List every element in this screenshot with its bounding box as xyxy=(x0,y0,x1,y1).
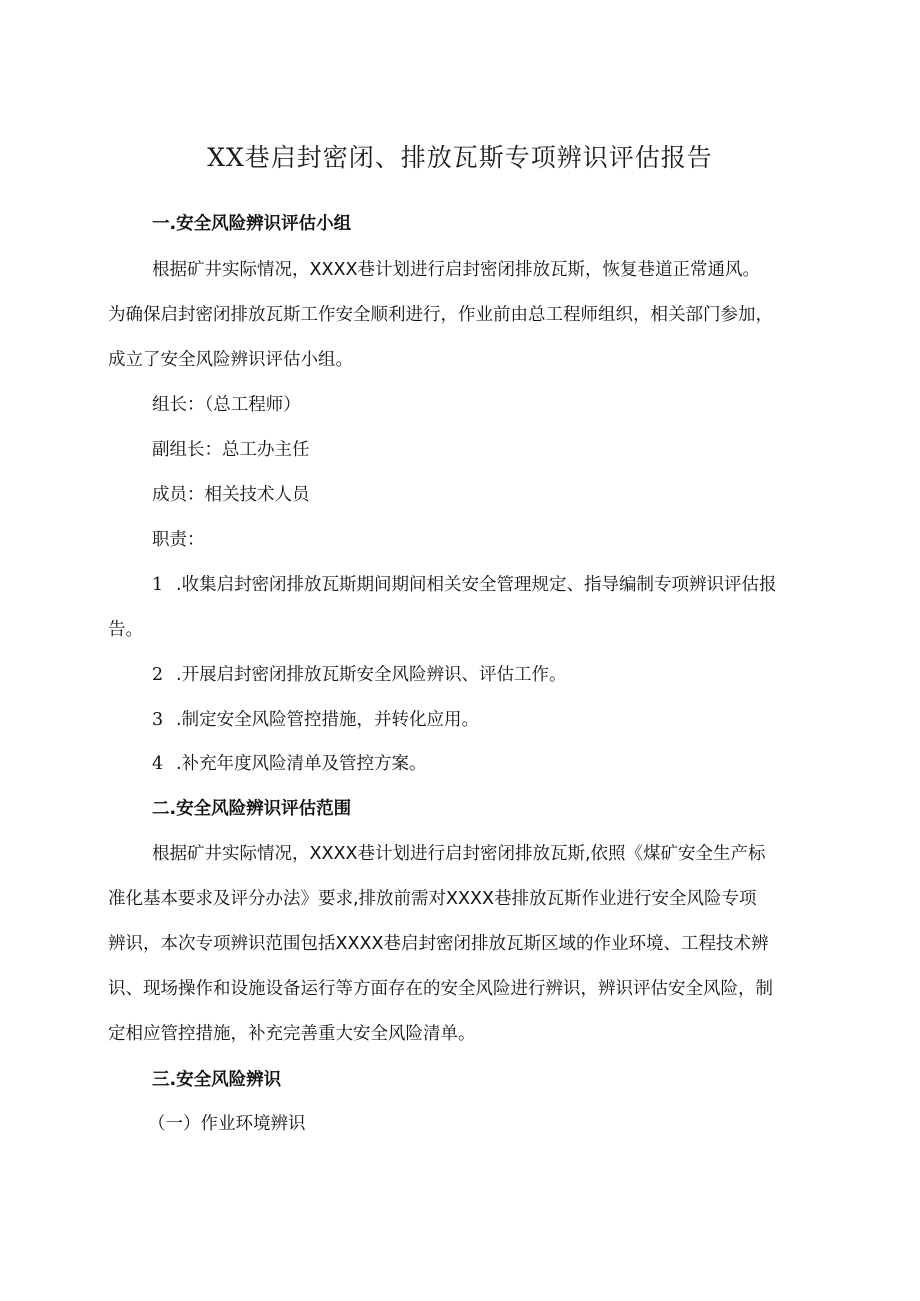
member-deputy-leader: 副组长：总工办主任 xyxy=(152,440,310,460)
section-1-heading: 一.安全风险辨识评估小组 xyxy=(152,214,352,234)
duty-item-3 xyxy=(152,708,479,732)
member-staff: 成员：相关技术人员 xyxy=(152,485,310,505)
duty-number: 1 xyxy=(152,575,164,595)
section-2-para-line-2: 准化基本要求及评分办法》要求,排放前需对XXXX巷排放瓦斯作业进行安全风险专项 xyxy=(108,889,757,909)
section-1-para-line-3: 成立了安全风险辨识评估小组。 xyxy=(108,350,353,370)
duty-item-1-continued: 告。 xyxy=(108,620,143,640)
section-2-para-line-4: 识、现场操作和设施设备运行等方面存在的安全风险进行辨识，辨识评估安全风险，制 xyxy=(108,979,773,999)
section-2-para-line-5: 定相应管控措施，补充完善重大安全风险清单。 xyxy=(108,1024,476,1044)
duty-text: .制定安全风险管控措施，并转化应用。 xyxy=(176,710,480,730)
section-3-heading: 三.安全风险辨识 xyxy=(152,1070,282,1090)
document-title: XX巷启封密闭、排放瓦斯专项辨识评估报告 xyxy=(207,143,713,172)
duty-item-2 xyxy=(152,663,567,687)
section-2-heading: 二.安全风险辨识评估范围 xyxy=(152,799,352,819)
member-leader: 组长：（总工程师） xyxy=(152,395,301,415)
section-1-para-line-1: 根据矿井实际情况，XXXX巷计划进行启封密闭排放瓦斯，恢复巷道正常通风。 xyxy=(152,260,760,280)
duty-number: 2 xyxy=(152,665,164,685)
duties-label: 职责： xyxy=(152,530,205,550)
section-2-para-line-1: 根据矿井实际情况，XXXX巷计划进行启封密闭排放瓦斯,依照《煤矿安全生产标 xyxy=(152,844,766,864)
duty-text: .开展启封密闭排放瓦斯安全风险辨识、评估工作。 xyxy=(176,665,567,685)
duty-item-1 xyxy=(152,573,777,597)
section-2-para-line-3: 辨识，本次专项辨识范围包括XXXX巷启封密闭排放瓦斯区域的作业环境、工程技术辨 xyxy=(108,934,769,954)
section-1-para-line-2: 为确保启封密闭排放瓦斯工作安全顺利进行，作业前由总工程师组织，相关部门参加， xyxy=(108,305,773,325)
duty-text: .收集启封密闭排放瓦斯期间期间相关安全管理规定、指导编制专项辨识评估报 xyxy=(176,575,777,595)
duty-text: .补充年度风险清单及管控方案。 xyxy=(176,754,427,774)
duty-item-4 xyxy=(152,752,427,776)
duty-number: 4 xyxy=(152,754,164,774)
section-3-subheading-1: （一）作业环境辨识 xyxy=(148,1114,306,1134)
duty-number: 3 xyxy=(152,710,164,730)
